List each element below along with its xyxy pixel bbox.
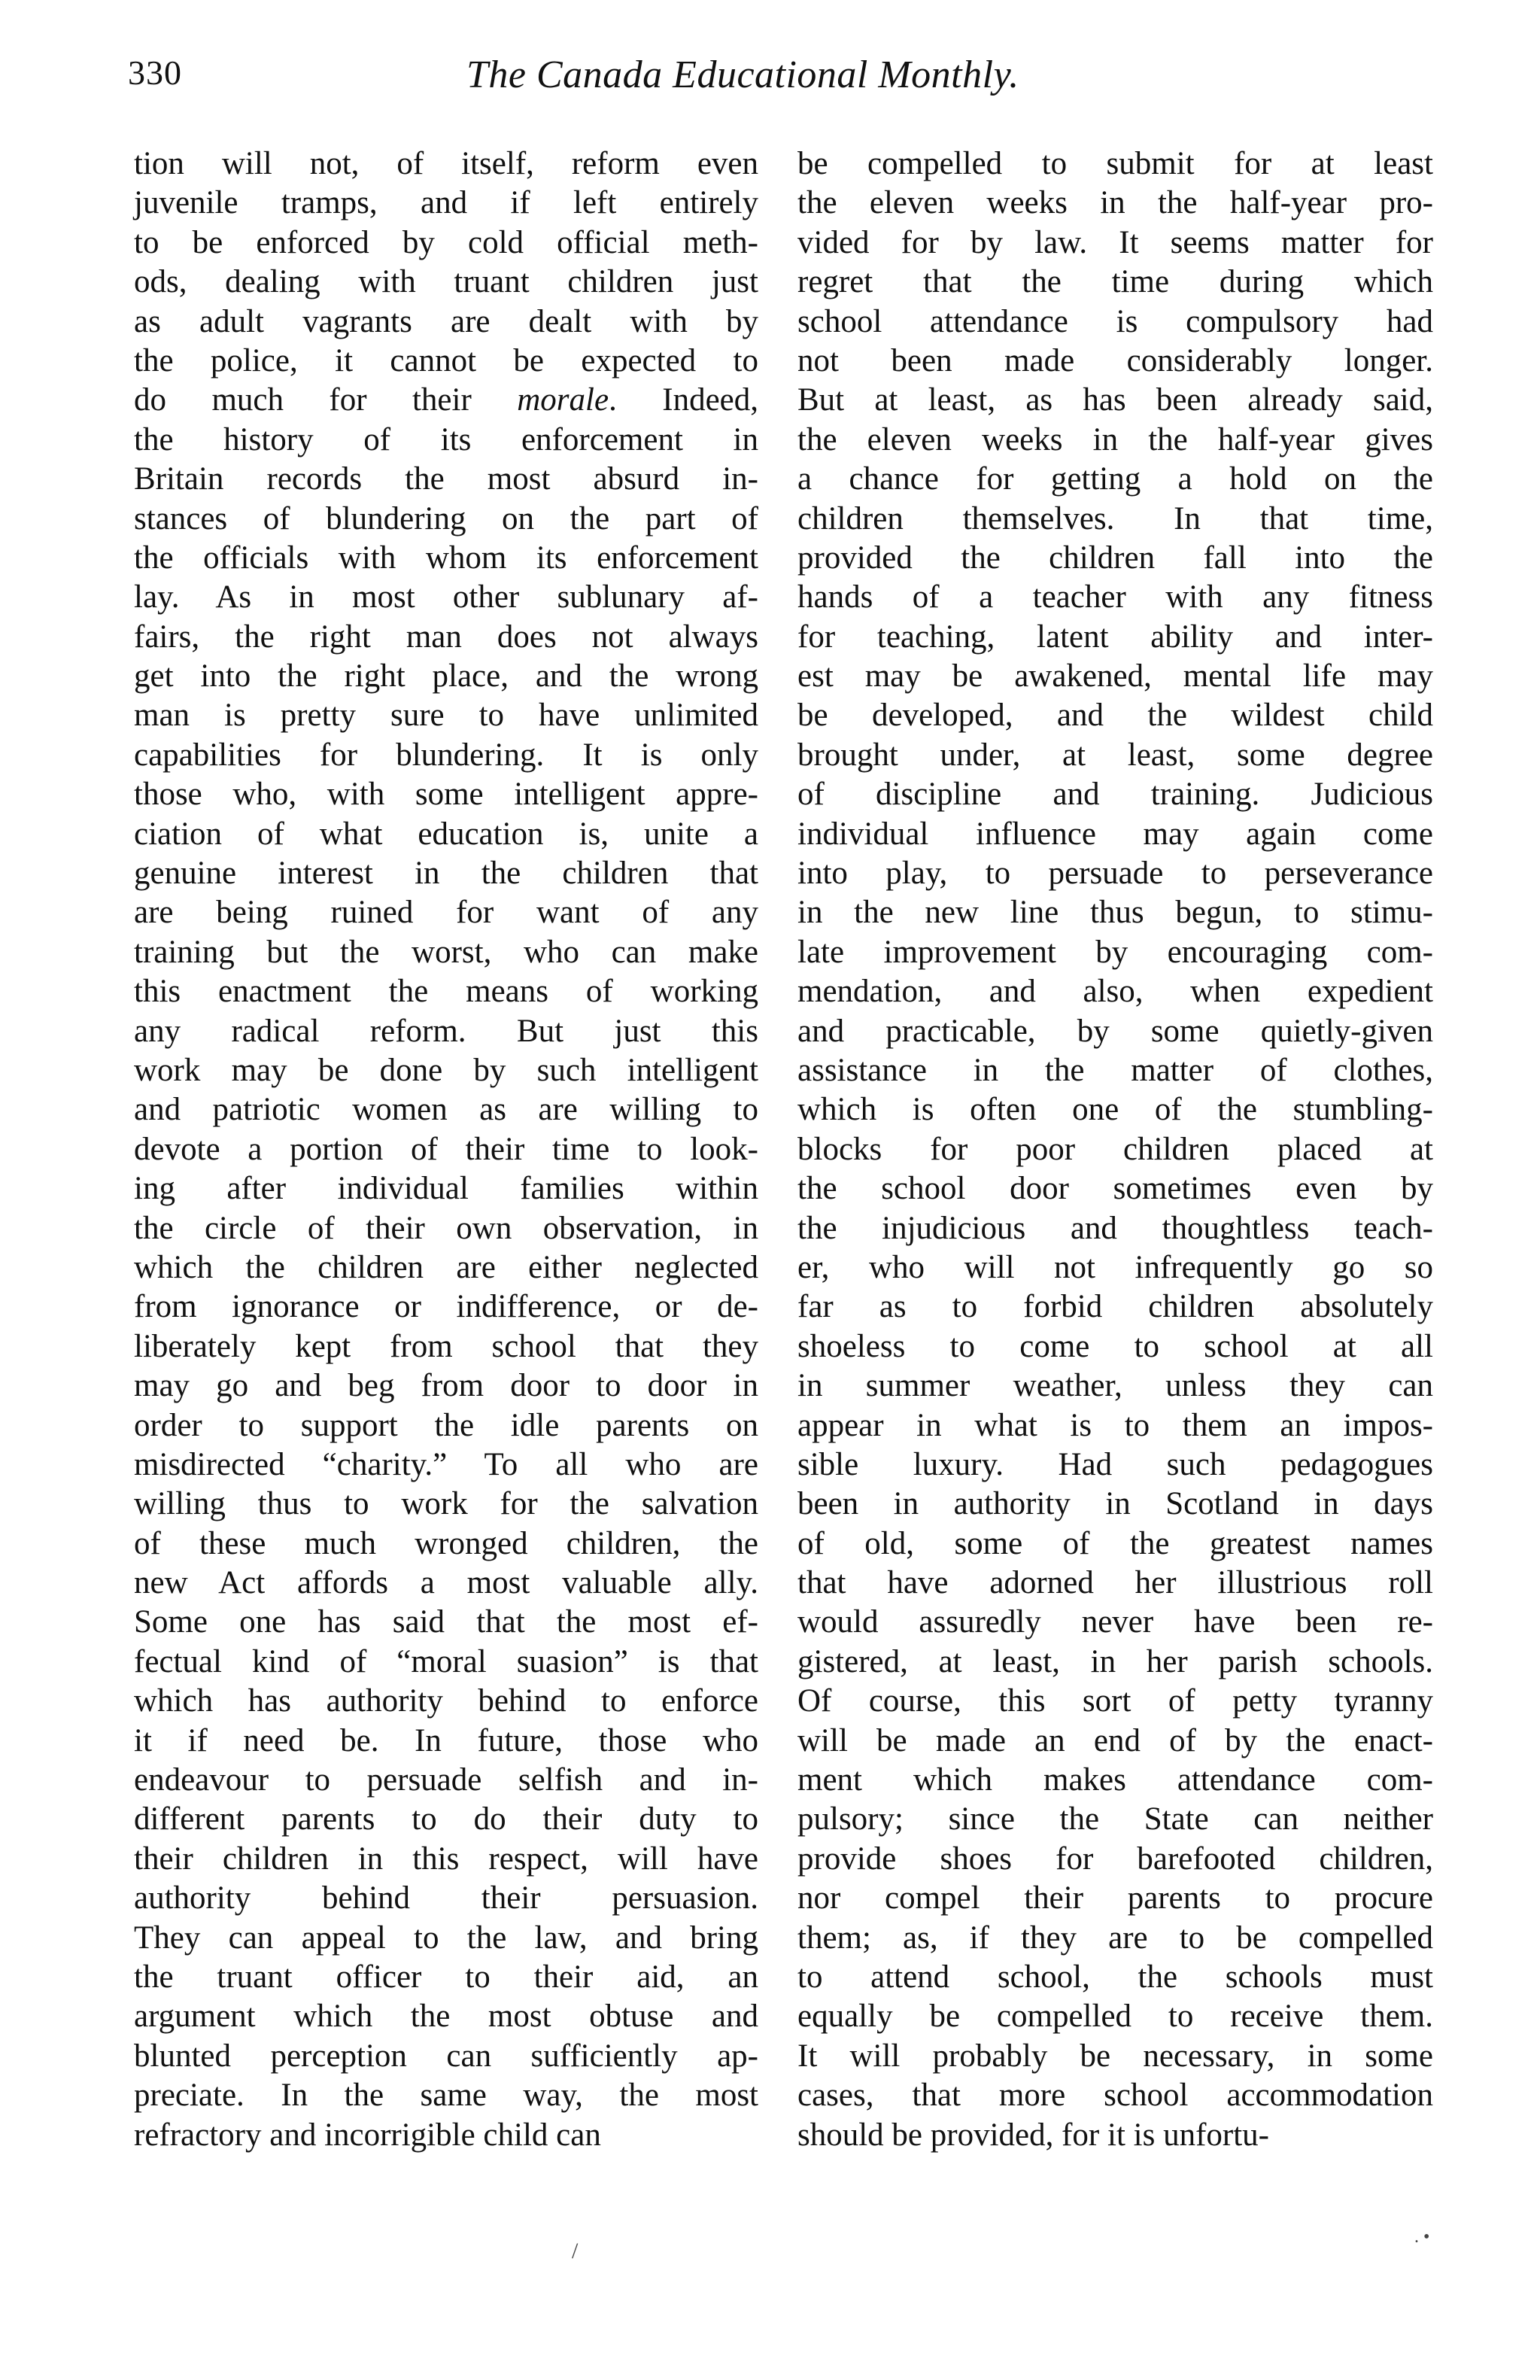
text-line: training but the worst, who can make [134,934,758,970]
text-line: do much for their morale. Indeed, [134,382,758,418]
text-line: Some one has said that the most ef- [134,1604,758,1640]
stray-mark-corner: . • [1414,2227,1430,2247]
text-line: which the children are either neglected [134,1249,758,1285]
text-line: them; as, if they are to be compelled [797,1920,1433,1956]
text-line: vided for by law. It seems matter for [797,224,1433,260]
text-line: of these much wronged children, the [134,1525,758,1561]
text-line: are being ruined for want of any [134,895,758,931]
text-line: and patriotic women as are willing to [134,1092,758,1128]
text-line: of discipline and training. Judicious [797,777,1433,813]
text-line: endeavour to persuade selfish and in- [134,1762,758,1798]
italic-word: morale [517,382,609,418]
text-line: work may be done by such intelligent [134,1052,758,1088]
right-text-column [797,144,1433,2155]
text-line: in the new line thus begun, to stimu- [797,895,1433,931]
text-line: the eleven weeks in the half-year gives [797,421,1433,457]
text-line: blunted perception can sufficiently ap- [134,2038,758,2074]
text-line: in summer weather, unless they can [797,1368,1433,1404]
text-line: far as to forbid children absolutely [797,1289,1433,1325]
text-line: Of course, this sort of petty tyranny [797,1683,1433,1719]
text-line: late improvement by encouraging com- [797,934,1433,970]
text-line: children themselves. In that time, [797,500,1433,536]
text-line: regret that the time during which [797,264,1433,300]
text-line: willing thus to work for the salvation [134,1486,758,1522]
text-line: liberately kept from school that they [134,1328,758,1364]
text-line: cases, that more school accommodation [797,2078,1433,2114]
text-line: capabilities for blundering. It is only [134,737,758,773]
text-line: fectual kind of “moral suasion” is that [134,1643,758,1679]
text-line: ods, dealing with truant children just [134,264,758,300]
text-line: this enactment the means of working [134,974,758,1010]
text-line: individual influence may again come [797,816,1433,852]
text-line: authority behind their persuasion. [134,1880,758,1916]
text-line: of old, some of the greatest names [797,1525,1433,1561]
page-number: 330 [128,53,182,92]
text-line: It will probably be necessary, in some [797,2038,1433,2074]
text-line: be developed, and the wildest child [797,698,1433,734]
text-line: preciate. In the same way, the most [134,2078,758,2114]
text-line: man is pretty sure to have unlimited [134,698,758,734]
text-line: the school door sometimes even by [797,1171,1433,1207]
text-line: blocks for poor children placed at [797,1131,1433,1167]
text-line: to attend school, the schools must [797,1959,1433,1995]
text-line: Britain records the most absurd in- [134,461,758,497]
text-line: into play, to persuade to perseverance [797,856,1433,892]
text-line: will be made an end of by the enact- [797,1722,1433,1758]
text-line: to be enforced by cold official meth- [134,224,758,260]
text-line: and practicable, by some quietly-given [797,1013,1433,1049]
text-line: the history of its enforcement in [134,421,758,457]
text-line: which is often one of the stumbling- [797,1092,1433,1128]
text-line: argument which the most obtuse and [134,1999,758,2035]
stray-mark-bottom: / [572,2239,579,2263]
text-line: as adult vagrants are dealt with by [134,303,758,339]
text-line: the eleven weeks in the half-year pro- [797,185,1433,221]
text-line: assistance in the matter of clothes, [797,1052,1433,1088]
text-line: fairs, the right man does not always [134,619,758,655]
text-line: those who, with some intelligent appre- [134,777,758,813]
text-line: tion will not, of itself, reform even [134,146,758,181]
text-line: lay. As in most other sublunary af- [134,579,758,616]
text-line: refractory and incorrigible child can [134,2117,601,2153]
text-line: the circle of their own observation, in [134,1210,758,1246]
text-line: sible luxury. Had such pedagogues [797,1446,1433,1482]
text-line: which has authority behind to enforce [134,1683,758,1719]
text-line: get into the right place, and the wrong [134,658,758,695]
text-line: devote a portion of their time to look- [134,1131,758,1167]
text-line: would assuredly never have been re- [797,1604,1433,1640]
text-line: from ignorance or indifference, or de- [134,1289,758,1325]
text-line: nor compel their parents to procure [797,1880,1433,1916]
text-line: provide shoes for barefooted children, [797,1840,1433,1877]
text-line: shoeless to come to school at all [797,1328,1433,1364]
text-line: be compelled to submit for at least [797,146,1433,181]
text-line: the truant officer to their aid, an [134,1959,758,1995]
text-line: est may be awakened, mental life may [797,658,1433,695]
text-line: been in authority in Scotland in days [797,1486,1433,1522]
text-line: provided the children fall into the [797,540,1433,576]
text-line: But at least, as has been already said, [797,382,1433,418]
text-line: any radical reform. But just this [134,1013,758,1049]
page-header [0,53,1540,113]
text-line: genuine interest in the children that [134,856,758,892]
text-line: ciation of what education is, unite a [134,816,758,852]
text-line: the officials with whom its enforcement [134,540,758,576]
text-line: hands of a teacher with any fitness [797,579,1433,616]
text-line: not been made considerably longer. [797,342,1433,378]
text-line: equally be compelled to receive them. [797,1999,1433,2035]
text-line: They can appeal to the law, and bring [134,1920,758,1956]
text-line: school attendance is compulsory had [797,303,1433,339]
text-line: er, who will not infrequently go so [797,1249,1433,1285]
column-gutter [775,150,776,2175]
running-title: The Canada Educational Monthly. [466,53,1019,96]
text-line: new Act affords a most valuable ally. [134,1565,758,1601]
text-line: misdirected “charity.” To all who are [134,1446,758,1482]
left-text-column [134,144,758,2155]
text-line: for teaching, latent ability and inter- [797,619,1433,655]
text-line: may go and beg from door to door in [134,1368,758,1404]
text-line: different parents to do their duty to [134,1801,758,1837]
text-line: appear in what is to them an impos- [797,1407,1433,1443]
text-line: brought under, at least, some degree [797,737,1433,773]
text-line: should be provided, for it is unfortu- [797,2117,1269,2153]
text-line: stances of blundering on the part of [134,500,758,536]
text-line: their children in this respect, will have [134,1840,758,1877]
text-line: mendation, and also, when expedient [797,974,1433,1010]
text-line: a chance for getting a hold on the [797,461,1433,497]
text-line: ment which makes attendance com- [797,1762,1433,1798]
text-line: it if need be. In future, those who [134,1722,758,1758]
text-line: pulsory; since the State can neither [797,1801,1433,1837]
text-line: the police, it cannot be expected to [134,342,758,378]
text-line: juvenile tramps, and if left entirely [134,185,758,221]
text-line: gistered, at least, in her parish schools. [797,1643,1433,1679]
text-line: order to support the idle parents on [134,1407,758,1443]
text-line: that have adorned her illustrious roll [797,1565,1433,1601]
text-line: ing after individual families within [134,1171,758,1207]
text-line: the injudicious and thoughtless teach- [797,1210,1433,1246]
